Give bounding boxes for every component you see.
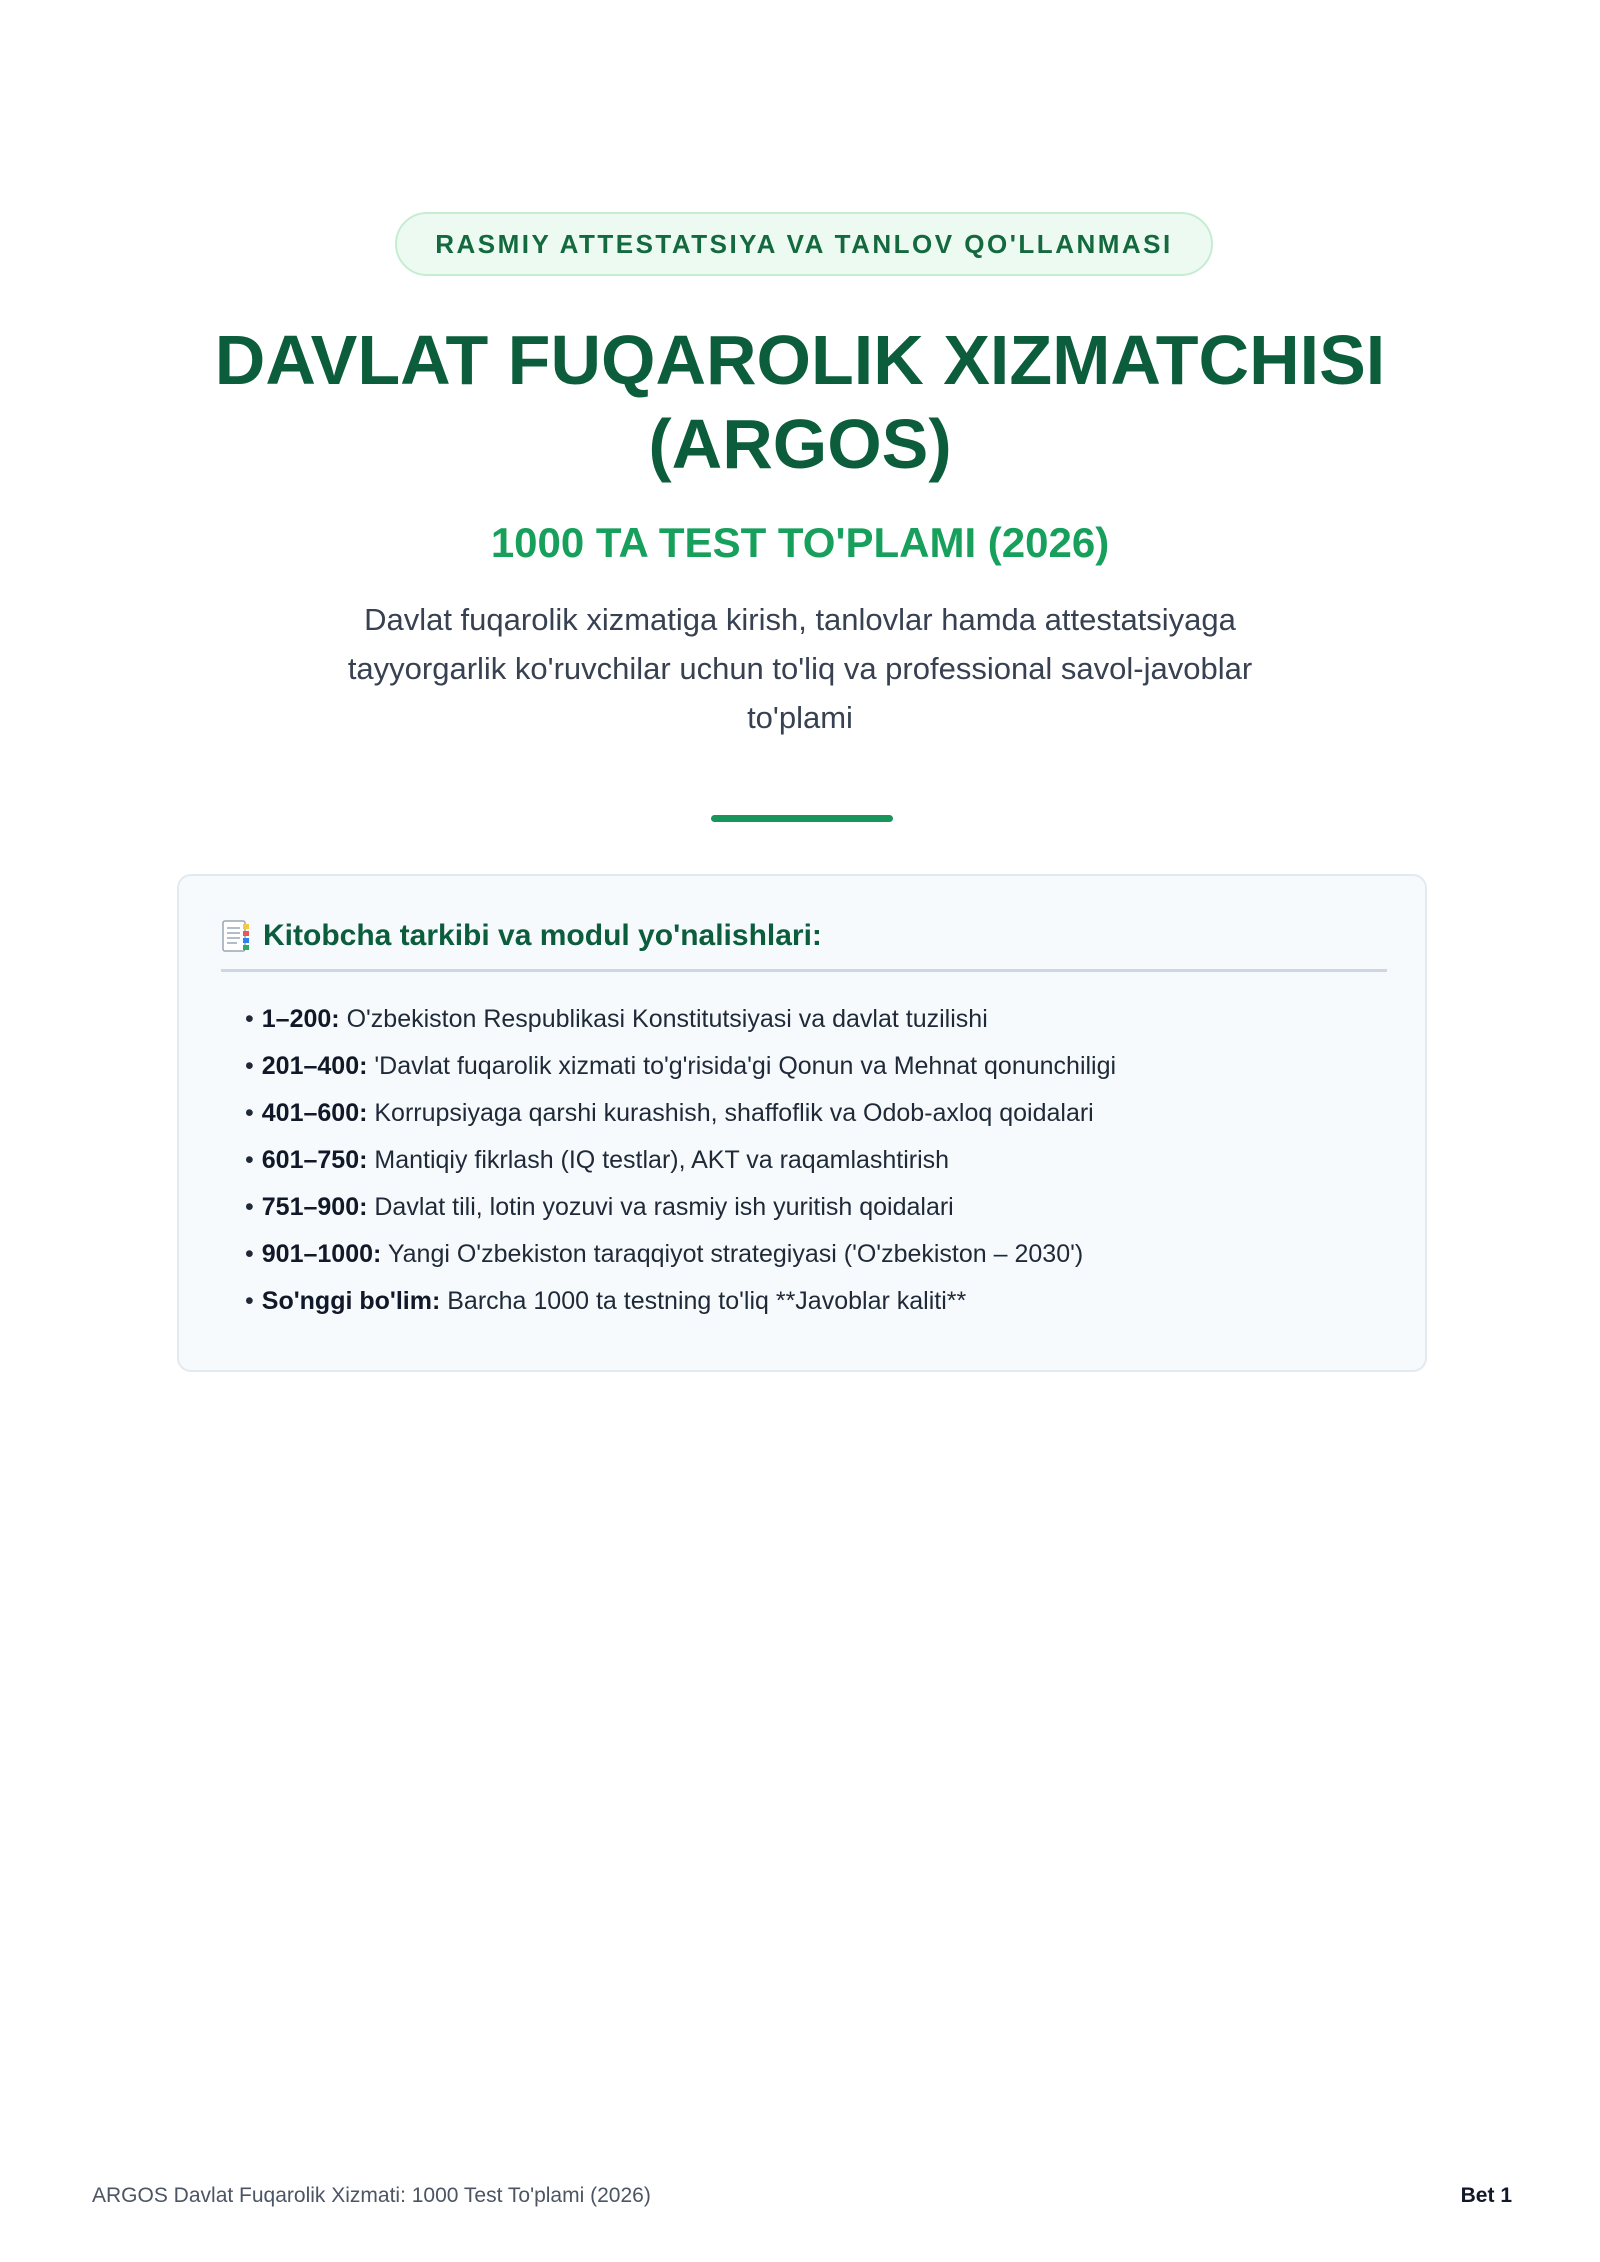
- list-item: • 751–900: Davlat tili, lotin yozuvi va rasmiy ish yuritish qoidalari: [245, 1193, 954, 1221]
- list-item: • 901–1000: Yangi O'zbekiston taraqqiyot strategiyasi ('O'zbekiston – 2030'): [245, 1240, 1084, 1268]
- module-text: Yangi O'zbekiston taraqqiyot strategiyasi ('O'zbekiston – 2030'): [381, 1240, 1084, 1268]
- list-item: • 1–200: O'zbekiston Respublikasi Konstitutsiyasi va davlat tuzilishi: [245, 1005, 988, 1033]
- page-title: [0, 318, 1600, 486]
- list-item: • 201–400: 'Davlat fuqarolik xizmati to'g'risida'gi Qonun va Mehnat qonunchiligi: [245, 1052, 1117, 1080]
- module-text: O'zbekiston Respublikasi Konstitutsiyasi va davlat tuzilishi: [339, 1005, 988, 1033]
- title-line-2: (ARGOS): [648, 405, 952, 483]
- module-range: 1–200:: [261, 1005, 340, 1033]
- module-text: 'Davlat fuqarolik xizmati to'g'risida'gi Qonun va Mehnat qonunchiligi: [367, 1052, 1117, 1080]
- module-text: Mantiqiy fikrlash (IQ testlar), AKT va raqamlashtirish: [367, 1146, 950, 1174]
- module-text: Korrupsiyaga qarshi kurashish, shaffoflik va Odob-axloq qoidalari: [367, 1099, 1094, 1127]
- page-description: Davlat fuqarolik xizmatiga kirish, tanlovlar hamda attestatsiyaga tayyorgarlik ko'ruvchilar uchun to'liq va professional savol-javoblar to'plami: [347, 602, 1253, 735]
- contents-card: [177, 874, 1427, 1372]
- page-number: Bet 1: [1460, 2184, 1512, 2207]
- page-subtitle: 1000 TA TEST TO'PLAMI (2026): [490, 519, 1110, 566]
- module-range: So'nggi bo'lim:: [261, 1287, 441, 1315]
- module-range: 201–400:: [261, 1052, 368, 1080]
- title-line-1: DAVLAT FUQAROLIK XIZMATCHISI: [214, 321, 1386, 399]
- contents-heading: Kitobcha tarkibi va modul yo'nalishlari:: [263, 918, 822, 952]
- list-item: • 401–600: Korrupsiyaga qarshi kurashish, shaffoflik va Odob-axloq qoidalari: [245, 1099, 1094, 1127]
- list-item: • So'nggi bo'lim: Barcha 1000 ta testning to'liq **Javoblar kaliti**: [245, 1287, 967, 1315]
- module-range: 751–900:: [261, 1193, 368, 1221]
- module-range: 401–600:: [261, 1099, 368, 1127]
- module-text: Barcha 1000 ta testning to'liq **Javoblar kaliti**: [440, 1287, 967, 1315]
- module-list: [245, 996, 1116, 1325]
- module-range: 601–750:: [261, 1146, 368, 1174]
- footer-title: ARGOS Davlat Fuqarolik Xizmati: 1000 Test To'plami (2026): [92, 2184, 651, 2207]
- contents-header: [221, 912, 1387, 972]
- title-divider: [711, 815, 893, 822]
- bookmark-tabs-icon: [221, 918, 251, 954]
- module-text: Davlat tili, lotin yozuvi va rasmiy ish yuritish qoidalari: [367, 1193, 954, 1221]
- category-badge: RASMIY ATTESTATSIYA VA TANLOV QO'LLANMASI: [395, 212, 1213, 276]
- list-item: • 601–750: Mantiqiy fikrlash (IQ testlar), AKT va raqamlashtirish: [245, 1146, 950, 1174]
- module-range: 901–1000:: [261, 1240, 382, 1268]
